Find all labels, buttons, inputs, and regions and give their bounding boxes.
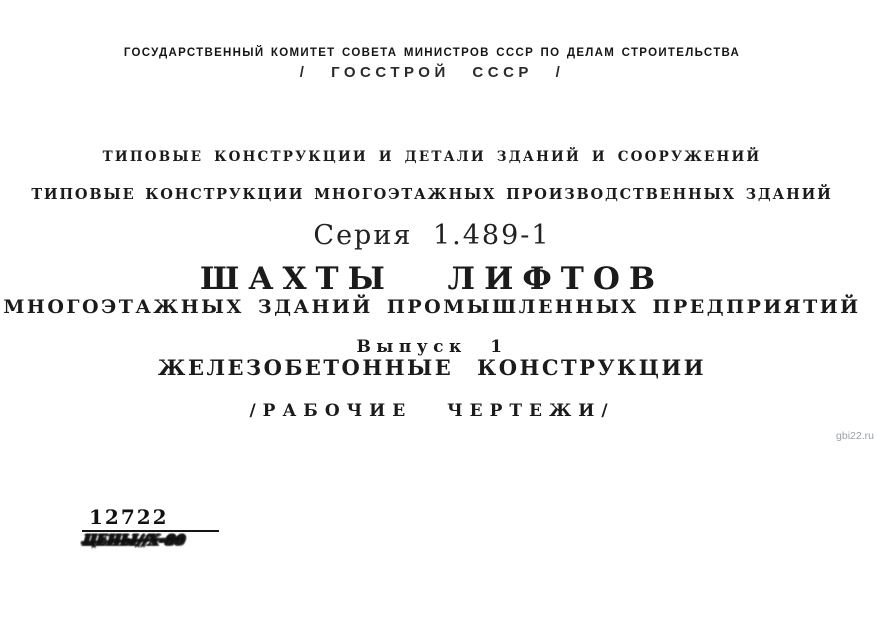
working-drawings-note: /РАБОЧИЕ ЧЕРТЕЖИ/ [249,401,615,421]
issue-subject: ЖЕЛЕЗОБЕТОННЫЕ КОНСТРУКЦИИ [157,355,707,380]
document-subtitle: МНОГОЭТАЖНЫХ ЗДАНИЙ ПРОМЫШЛЕННЫХ ПРЕДПРИЯТИЙ [3,296,861,318]
document-title: ШАХТЫ ЛИФТОВ [199,261,665,297]
series-number-heading: Серия 1.489-1 [313,220,551,251]
gosstroy-line: / ГОССТРОЙ СССР / [299,64,565,81]
crossed-out-stamp-text: ЦЕНЫ//Х-80 [82,531,187,550]
series-family-heading: ТИПОВЫЕ КОНСТРУКЦИИ И ДЕТАЛИ ЗДАНИЙ И СООРУЖЕНИЙ [102,149,762,165]
inventory-stamp [82,505,219,550]
issue-number: Выпуск 1 [356,337,508,357]
series-group-heading: ТИПОВЫЕ КОНСТРУКЦИИ МНОГОЭТАЖНЫХ ПРОИЗВОДСТВЕННЫХ ЗДАНИЙ [31,186,833,203]
inventory-number: 12722 [82,505,219,532]
site-watermark: gbi22.ru [836,430,874,442]
org-committee-line: ГОСУДАРСТВЕННЫЙ КОМИТЕТ СОВЕТА МИНИСТРОВ СССР ПО ДЕЛАМ СТРОИТЕЛЬСТВА [123,47,741,59]
